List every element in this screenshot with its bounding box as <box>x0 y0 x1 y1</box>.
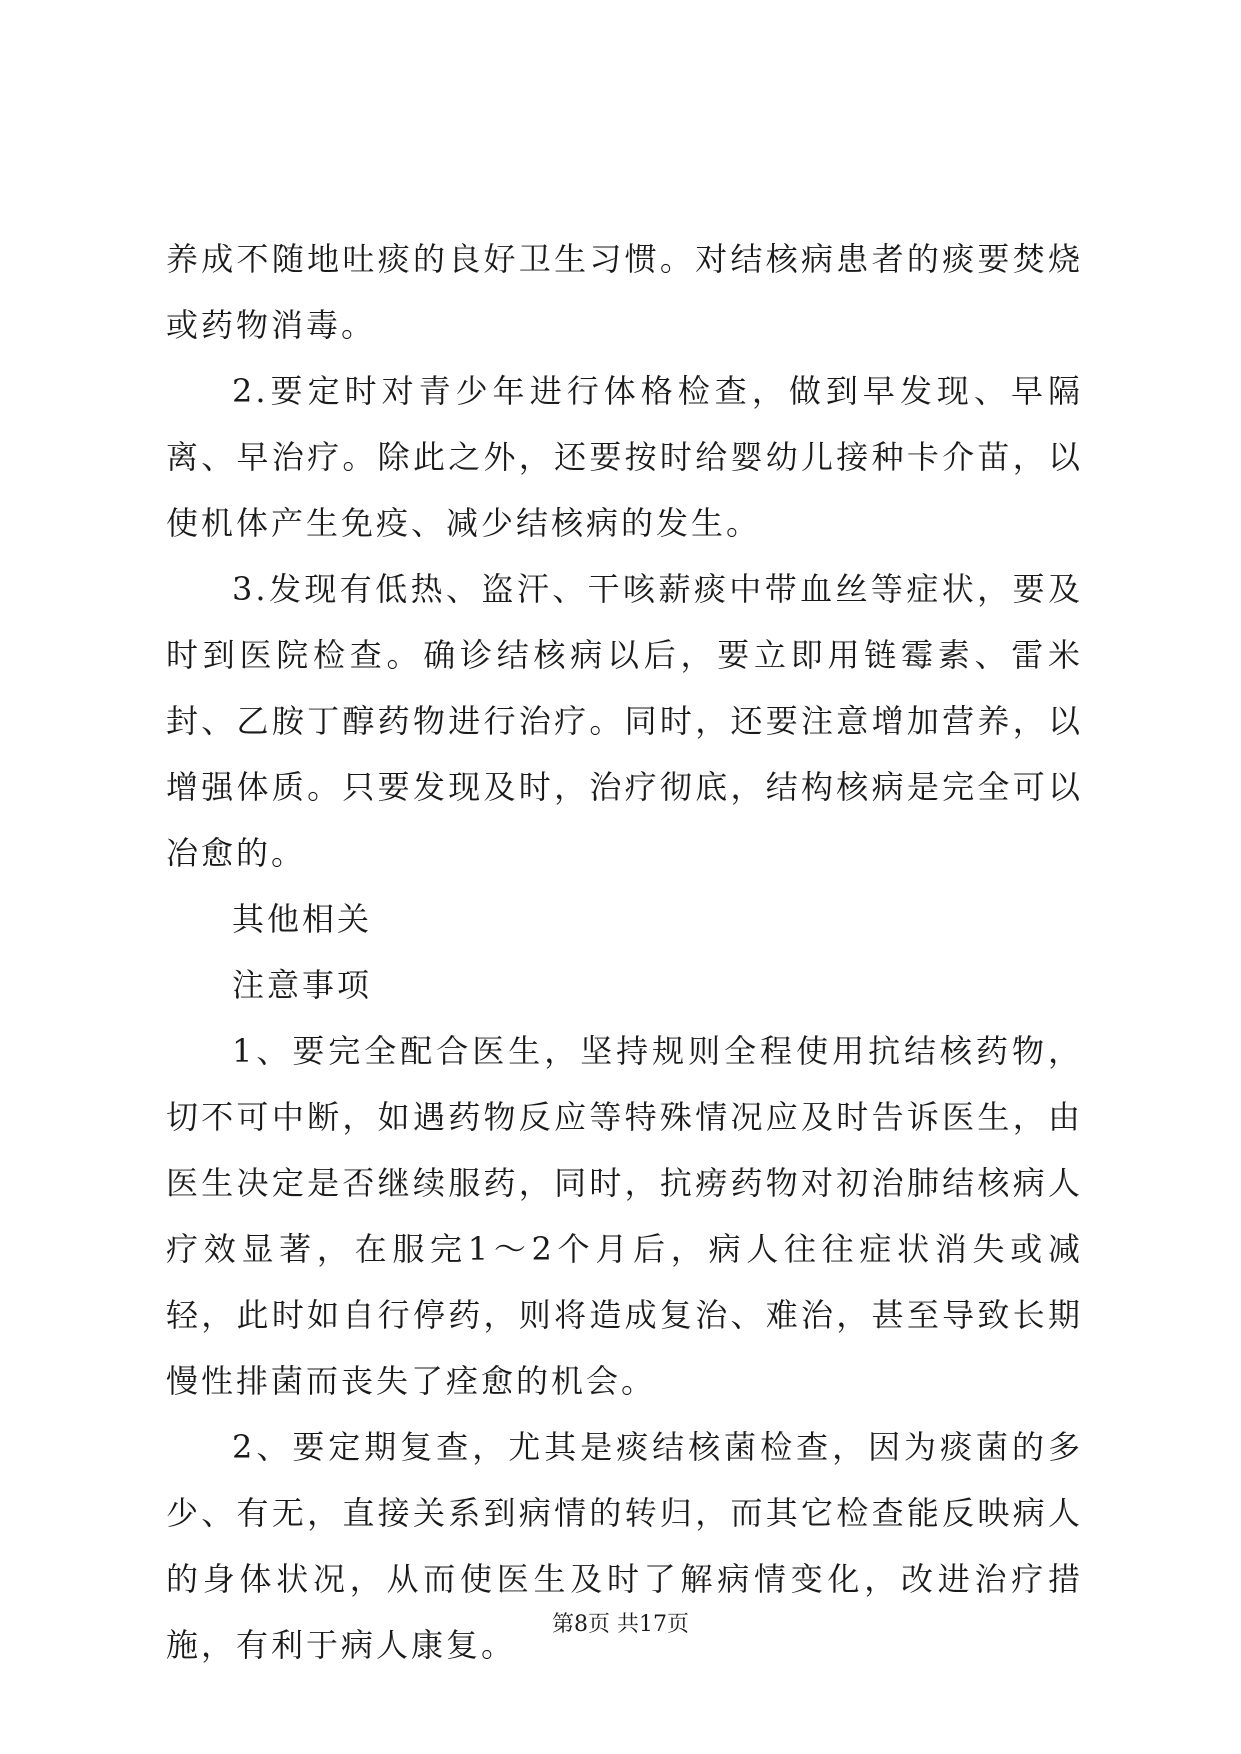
paragraph-hygiene-continuation: 养成不随地吐痰的良好卫生习惯。对结核病患者的痰要焚烧或药物消毒。 <box>166 240 1083 344</box>
paragraph-item-3: 3.发现有低热、盗汗、干咳薪痰中带血丝等症状，要及时到医院检查。确诊结核病以后，要立即用链霉素、雷米封、乙胺丁醇药物进行治疗。同时，还要注意增加营养，以增强体质。只要发现及时，治疗彻底，结构核病是完全可以冶愈的。 <box>166 570 1083 872</box>
paragraph-note-1: 1、要完全配合医生，坚持规则全程使用抗结核药物，切不可中断，如遇药物反应等特殊情况应及时告诉医生，由医生决定是否继续服药，同时，抗痨药物对初治肺结核病人疗效显著，在服完1～2个月后，病人往往症状消失或减轻，此时如自行停药，则将造成复治、难治，甚至导致长期慢性排菌而丧失了痊愈的机会。 <box>166 1032 1083 1400</box>
page-number: 第8页 共17页 <box>552 1612 689 1637</box>
section-heading-notes: 注意事项 <box>232 966 373 1004</box>
page-footer <box>0 1610 1241 1640</box>
document-body <box>166 226 1083 1678</box>
paragraph-note-2: 2、要定期复查，尤其是痰结核菌检查，因为痰菌的多少、有无，直接关系到病情的转归，而其它检查能反映病人的身体状况，从而使医生及时了解病情变化，改进治疗措施，有利于病人康复。 <box>166 1428 1083 1664</box>
section-heading-other: 其他相关 <box>232 900 373 938</box>
paragraph-item-2: 2.要定时对青少年进行体格检查，做到早发现、早隔离、早治疗。除此之外，还要按时给婴幼儿接种卡介苗，以使机体产生免疫、减少结核病的发生。 <box>166 372 1083 542</box>
